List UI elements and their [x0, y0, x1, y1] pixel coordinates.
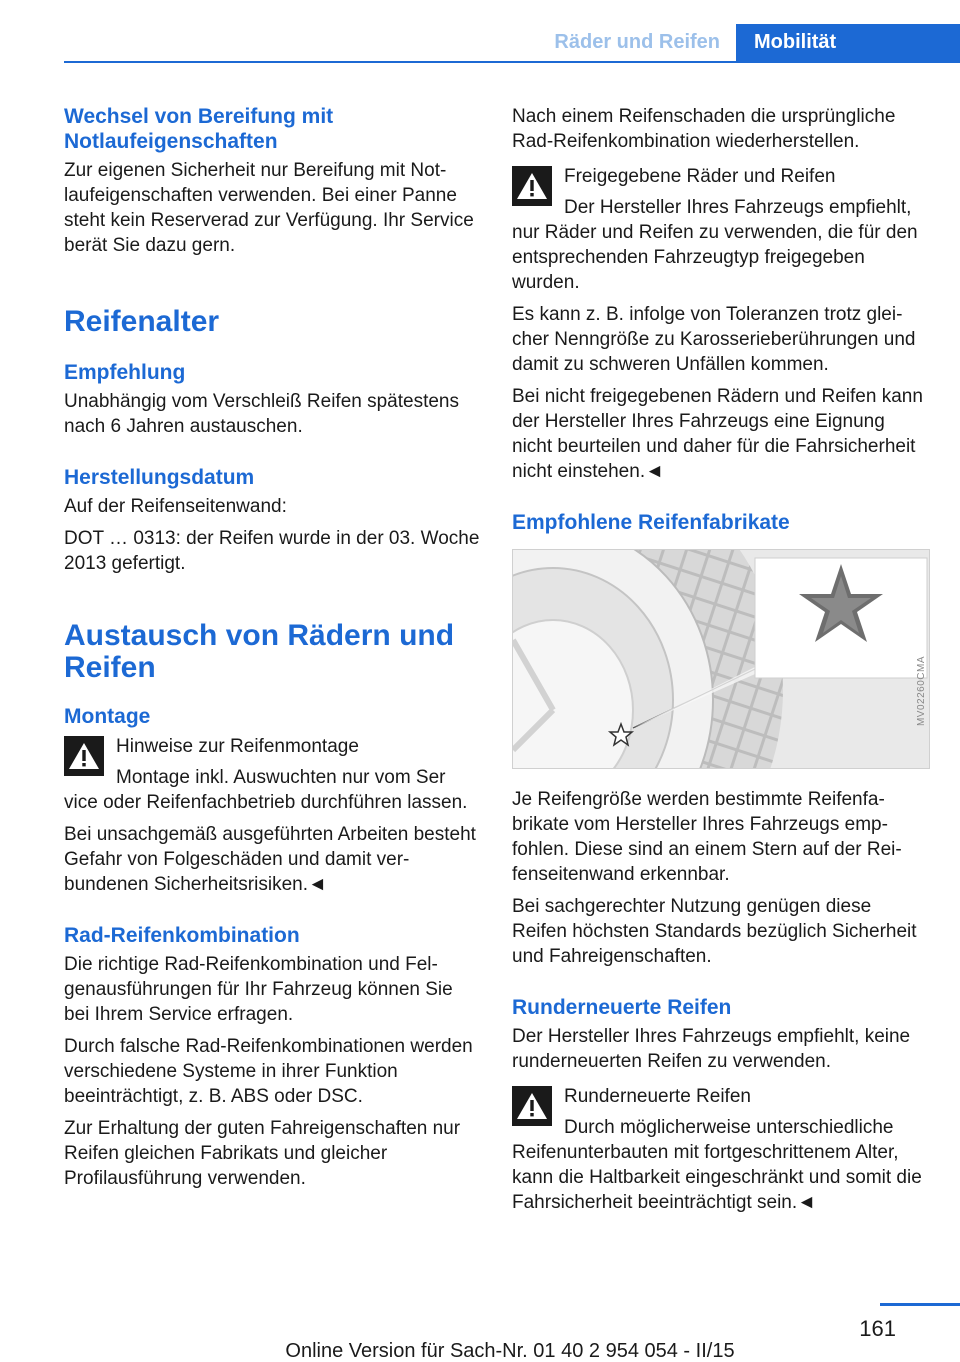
text-kombination-1: Die richtige Rad-Reifenkombination und Felgenausführungen für Ihr Fahrzeug können Sie bei Ihrem Service erfragen. — [64, 954, 453, 1025]
heading-runderneuert: Runderneuerte Reifen — [512, 996, 732, 1019]
text-dot: DOT … 0313: der Reifen wurde in der 03. Woche 2013 gefertigt. — [64, 528, 480, 574]
online-version-note: Online Version für Sach-Nr. 01 40 2 954 054 - II/15 — [285, 1340, 735, 1362]
heading-rad-reifenkombination: Rad-Reifenkombination — [64, 924, 300, 947]
warning-freigegeben — [512, 164, 930, 220]
text-empfehlung: Unabhängig vom Verschleiß Reifen spätestens nach 6 Jahren austauschen. — [64, 391, 460, 437]
heading-montage: Montage — [64, 705, 151, 728]
text-kombination-3: Zur Erhaltung der guten Fahreigenschaften nur Reifen gleichen Fabrikats und gleicher Profilausführung verwenden. — [64, 1118, 461, 1189]
warning-title: Freigegebene Räder und Reifen — [564, 166, 836, 187]
warning-body-rest: Reifenunterbauten mit fortgeschrittenem Alter, kann die Haltbarkeit eingeschränkt und somit die Fahrsicherheit beeinträchtigt sein.◄ — [512, 1142, 922, 1213]
warning-title: Runderneuerte Reifen — [564, 1086, 751, 1107]
text-reifengroesse: Je Reifengröße werden bestimmte Reifenfabrikate vom Hersteller Ihres Fahrzeugs empfohlen. Diese sind an einem Stern auf der Reifenseitenwand erkennbar. — [512, 789, 902, 885]
warning-title: Hinweise zur Reifenmontage — [116, 736, 359, 757]
text-runderneuert: Der Hersteller Ihres Fahrzeugs empfiehlt, keine runderneuerten Reifen zu verwenden. — [512, 1026, 911, 1072]
text-sachgerecht: Bei sachgerechter Nutzung genügen diese Reifen höchsten Standards bezüglich Sicherheit und Fahreigenschaften. — [512, 896, 917, 967]
heading-herstellungsdatum: Herstellungsdatum — [64, 466, 255, 489]
heading-austausch: Austausch von Rädern und Reifen — [64, 619, 455, 684]
chapter-tab: Mobilität — [736, 24, 960, 61]
figure-code: MV02260CMA — [916, 655, 927, 726]
warning-body-first-line: Durch möglicherweise unterschiedliche — [564, 1117, 894, 1138]
text-unsachgemaess: Bei unsachgemäß ausgeführten Arbeiten besteht Gefahr von Folgeschäden und damit verbundenen Sicherheitsrisiken.◄ — [64, 824, 476, 895]
page-header — [0, 0, 960, 62]
warning-icon — [512, 166, 552, 206]
heading-reifenalter: Reifenalter — [64, 305, 220, 338]
heading-empfehlung: Empfehlung — [64, 361, 186, 384]
warning-body-first-line: Montage inkl. Auswuchten nur vom Ser — [116, 767, 446, 788]
text-kombination-2: Durch falsche Rad-Reifenkombinationen werden verschiedene Systeme in ihrer Funktion beeinträchtigt, z. B. ABS oder DSC. — [64, 1036, 473, 1107]
warning-montage — [64, 734, 480, 790]
text-reifenschaden: Nach einem Reifenschaden die ursprüngliche Rad-Reifenkombination wiederherstellen. — [512, 106, 896, 152]
text-nicht-freigegeben: Bei nicht freigegebenen Rädern und Reifen kann der Hersteller Ihres Fahrzeugs eine Eignung nicht beurteilen und daher für die Fahrsicherheit nicht einstehen.◄ — [512, 386, 923, 482]
text-toleranzen: Es kann z. B. infolge von Toleranzen trotz gleicher Nenngröße zu Karosserieberührungen und damit zu schweren Unfällen kommen. — [512, 304, 916, 375]
footer-rule — [880, 1303, 960, 1306]
warning-icon — [64, 736, 104, 776]
warning-icon — [512, 1086, 552, 1126]
page-number: 161 — [859, 1316, 896, 1341]
heading-notlauf: Wechsel von Bereifung mit Notlaufeigenschaften — [64, 105, 334, 153]
right-column — [512, 104, 930, 1215]
left-column — [64, 104, 480, 1191]
warning-body-first-line: Der Hersteller Ihres Fahrzeugs empfiehlt, — [564, 197, 912, 218]
tire-illustration — [513, 550, 930, 769]
section-tab: Räder und Reifen — [554, 31, 720, 53]
warning-body-rest: vice oder Reifenfachbetrieb durchführen lassen. — [64, 792, 468, 813]
heading-reifenfabrikate: Empfohlene Reifenfabrikate — [512, 511, 790, 534]
warning-runderneuert — [512, 1084, 930, 1140]
text-notlauf: Zur eigenen Sicherheit nur Bereifung mit Notlaufeigenschaften verwenden. Bei einer Panne steht kein Reserverad zur Verfügung. Ihr Service berät Sie dazu gern. — [64, 160, 474, 256]
text-reifenseitenwand: Auf der Reifenseitenwand: — [64, 496, 287, 517]
tire-star-illustration — [512, 549, 930, 769]
warning-body-rest: nur Räder und Reifen zu verwenden, die für den entsprechenden Fahrzeugtyp freigegeben wurden. — [512, 222, 918, 293]
header-rule — [64, 61, 960, 63]
